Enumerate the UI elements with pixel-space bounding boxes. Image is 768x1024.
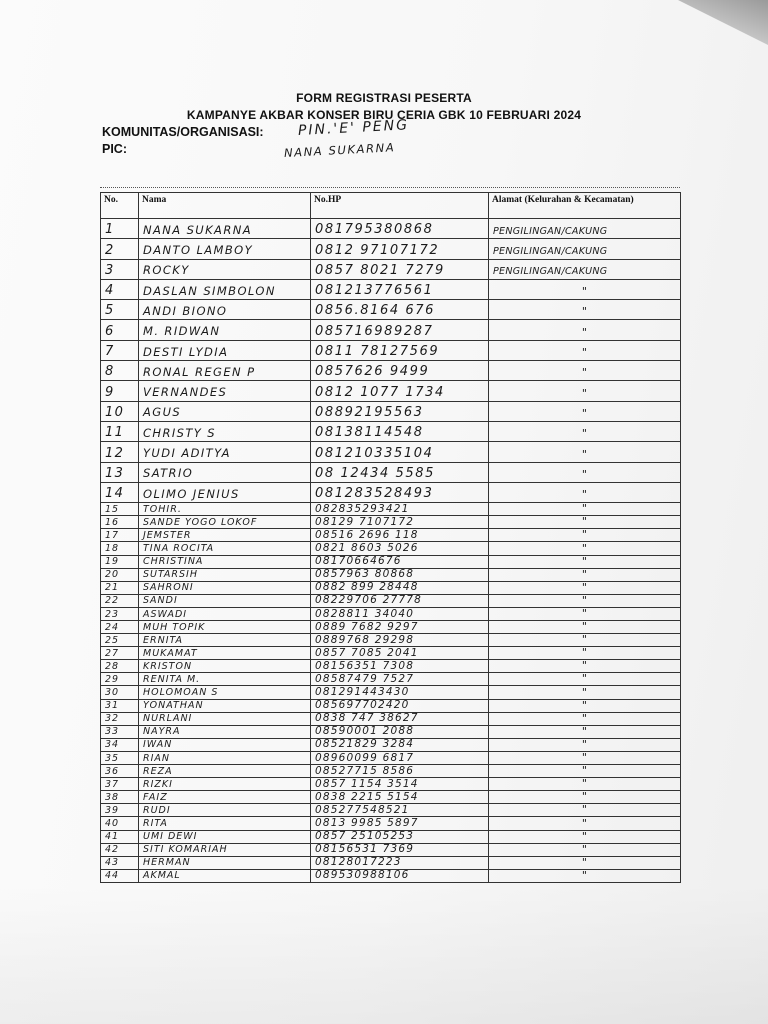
table-header-row	[101, 193, 681, 219]
address: "	[489, 634, 681, 647]
phone-number: 0821 8603 5026	[311, 542, 489, 555]
address: "	[489, 320, 681, 340]
phone-number: 085697702420	[311, 699, 489, 712]
address: "	[489, 361, 681, 381]
phone-number: 0882 899 28448	[311, 581, 489, 594]
participant-name: CHRISTY S	[139, 421, 311, 441]
row-number: 2	[101, 239, 139, 259]
address: "	[489, 647, 681, 660]
participant-name: SAHRONI	[139, 581, 311, 594]
address: "	[489, 421, 681, 441]
phone-number: 08229706 27778	[311, 594, 489, 607]
row-number: 5	[101, 300, 139, 320]
header-no-hp: No.HP	[311, 193, 489, 219]
table-row	[101, 699, 681, 712]
address: "	[489, 568, 681, 581]
background-corner	[678, 0, 768, 45]
phone-number: 08587479 7527	[311, 673, 489, 686]
phone-number: 08170664676	[311, 555, 489, 568]
row-number: 43	[101, 856, 139, 869]
row-number: 7	[101, 340, 139, 360]
table-row	[101, 791, 681, 804]
phone-number: 0857 7085 2041	[311, 647, 489, 660]
table-row	[101, 542, 681, 555]
address: PENGILINGAN/CAKUNG	[489, 219, 681, 239]
row-number: 41	[101, 830, 139, 843]
participant-name: RITA	[139, 817, 311, 830]
participant-name: ROCKY	[139, 259, 311, 279]
table-row	[101, 725, 681, 738]
phone-number: 08156531 7369	[311, 843, 489, 856]
table-row	[101, 686, 681, 699]
participant-name: UMI DEWI	[139, 830, 311, 843]
table-body	[101, 219, 681, 883]
table-row	[101, 442, 681, 462]
table-row	[101, 568, 681, 581]
address: "	[489, 529, 681, 542]
participant-name: YUDI ADITYA	[139, 442, 311, 462]
phone-number: 08960099 6817	[311, 751, 489, 764]
participant-name: MUH TOPIK	[139, 621, 311, 634]
row-number: 4	[101, 279, 139, 299]
participant-name: SANDI	[139, 594, 311, 607]
participant-name: RENITA M.	[139, 673, 311, 686]
participant-name: CHRISTINA	[139, 555, 311, 568]
row-number: 22	[101, 594, 139, 607]
phone-number: 08516 2696 118	[311, 529, 489, 542]
address: "	[489, 751, 681, 764]
address: "	[489, 804, 681, 817]
phone-number: 0813 9985 5897	[311, 817, 489, 830]
address: "	[489, 401, 681, 421]
address: "	[489, 340, 681, 360]
address: "	[489, 686, 681, 699]
participant-name: HOLOMOAN S	[139, 686, 311, 699]
participant-name: DESTI LYDIA	[139, 340, 311, 360]
table-row	[101, 673, 681, 686]
row-number: 19	[101, 555, 139, 568]
table-row	[101, 219, 681, 239]
participant-name: AKMAL	[139, 869, 311, 882]
form-title: FORM REGISTRASI PESERTA	[296, 91, 472, 105]
address: "	[489, 516, 681, 529]
table-row	[101, 320, 681, 340]
address: "	[489, 765, 681, 778]
phone-number: 0812 1077 1734	[311, 381, 489, 401]
table-row	[101, 778, 681, 791]
phone-number: 08590001 2088	[311, 725, 489, 738]
participant-name: IWAN	[139, 738, 311, 751]
table-row	[101, 381, 681, 401]
paper-shadow	[0, 884, 768, 1024]
address: "	[489, 660, 681, 673]
participant-name: ERNITA	[139, 634, 311, 647]
row-number: 37	[101, 778, 139, 791]
row-number: 23	[101, 607, 139, 620]
participant-name: HERMAN	[139, 856, 311, 869]
phone-number: 081283528493	[311, 482, 489, 502]
address: "	[489, 555, 681, 568]
row-number: 42	[101, 843, 139, 856]
table-row	[101, 529, 681, 542]
table-row	[101, 594, 681, 607]
table-row	[101, 843, 681, 856]
participant-name: RIZKI	[139, 778, 311, 791]
table-row	[101, 751, 681, 764]
participant-name: ANDI BIONO	[139, 300, 311, 320]
phone-number: 08527715 8586	[311, 765, 489, 778]
address: "	[489, 738, 681, 751]
phone-number: 0857963 80868	[311, 568, 489, 581]
row-number: 15	[101, 503, 139, 516]
table-row	[101, 239, 681, 259]
phone-number: 08892195563	[311, 401, 489, 421]
address: "	[489, 300, 681, 320]
participant-name: VERNANDES	[139, 381, 311, 401]
table-row	[101, 581, 681, 594]
participant-name: DANTO LAMBOY	[139, 239, 311, 259]
address: "	[489, 712, 681, 725]
row-number: 1	[101, 219, 139, 239]
row-number: 20	[101, 568, 139, 581]
phone-number: 0856.8164 676	[311, 300, 489, 320]
header-alamat: Alamat (Kelurahan & Kecamatan)	[489, 193, 681, 219]
table-row	[101, 830, 681, 843]
phone-number: 0889768 29298	[311, 634, 489, 647]
phone-number: 081210335104	[311, 442, 489, 462]
participant-name: TINA ROCITA	[139, 542, 311, 555]
phone-number: 085277548521	[311, 804, 489, 817]
row-number: 24	[101, 621, 139, 634]
participant-name: RUDI	[139, 804, 311, 817]
participant-name: NANA SUKARNA	[139, 219, 311, 239]
phone-number: 08521829 3284	[311, 738, 489, 751]
participant-name: FAIZ	[139, 791, 311, 804]
address: "	[489, 673, 681, 686]
address: "	[489, 856, 681, 869]
table-row	[101, 804, 681, 817]
community-value: PIN.'E' PENG	[297, 117, 410, 139]
phone-number: 081213776561	[311, 279, 489, 299]
phone-number: 0812 97107172	[311, 239, 489, 259]
phone-number: 08138114548	[311, 421, 489, 441]
phone-number: 0811 78127569	[311, 340, 489, 360]
participant-name: SATRIO	[139, 462, 311, 482]
row-number: 27	[101, 647, 139, 660]
phone-number: 08156351 7308	[311, 660, 489, 673]
row-number: 30	[101, 686, 139, 699]
address: PENGILINGAN/CAKUNG	[489, 239, 681, 259]
address: "	[489, 778, 681, 791]
address: "	[489, 817, 681, 830]
participant-name: SITI KOMARIAH	[139, 843, 311, 856]
row-number: 13	[101, 462, 139, 482]
participant-name: DASLAN SIMBOLON	[139, 279, 311, 299]
row-number: 12	[101, 442, 139, 462]
address: "	[489, 791, 681, 804]
phone-number: 081291443430	[311, 686, 489, 699]
phone-number: 0857 1154 3514	[311, 778, 489, 791]
table-row	[101, 401, 681, 421]
participant-name: YONATHAN	[139, 699, 311, 712]
row-number: 6	[101, 320, 139, 340]
phone-number: 08129 7107172	[311, 516, 489, 529]
community-label: KOMUNITAS/ORGANISASI:	[102, 125, 264, 139]
address: "	[489, 503, 681, 516]
row-number: 25	[101, 634, 139, 647]
participant-name: SANDE YOGO LOKOF	[139, 516, 311, 529]
table-row	[101, 361, 681, 381]
participant-name: ASWADI	[139, 607, 311, 620]
table-row	[101, 621, 681, 634]
table-row	[101, 462, 681, 482]
dotted-separator	[100, 187, 680, 188]
row-number: 32	[101, 712, 139, 725]
phone-number: 0857626 9499	[311, 361, 489, 381]
table-row	[101, 634, 681, 647]
table-row	[101, 259, 681, 279]
row-number: 39	[101, 804, 139, 817]
row-number: 44	[101, 869, 139, 882]
row-number: 35	[101, 751, 139, 764]
table-row	[101, 300, 681, 320]
phone-number: 085716989287	[311, 320, 489, 340]
participant-name: TOHIR.	[139, 503, 311, 516]
row-number: 18	[101, 542, 139, 555]
table-row	[101, 856, 681, 869]
address: "	[489, 830, 681, 843]
table-row	[101, 340, 681, 360]
pic-value: NANA SUKARNA	[283, 140, 396, 160]
address: "	[489, 542, 681, 555]
address: "	[489, 869, 681, 882]
header-no: No.	[101, 193, 139, 219]
table-row	[101, 503, 681, 516]
row-number: 21	[101, 581, 139, 594]
table-row	[101, 738, 681, 751]
registration-table	[100, 192, 681, 883]
participant-name: KRISTON	[139, 660, 311, 673]
table-row	[101, 765, 681, 778]
row-number: 31	[101, 699, 139, 712]
table-row	[101, 607, 681, 620]
row-number: 33	[101, 725, 139, 738]
row-number: 36	[101, 765, 139, 778]
phone-number: 0889 7682 9297	[311, 621, 489, 634]
participant-name: RIAN	[139, 751, 311, 764]
participant-name: RONAL REGEN P	[139, 361, 311, 381]
table-row	[101, 482, 681, 502]
table-row	[101, 817, 681, 830]
row-number: 10	[101, 401, 139, 421]
address: "	[489, 381, 681, 401]
participant-name: REZA	[139, 765, 311, 778]
phone-number: 0857 25105253	[311, 830, 489, 843]
phone-number: 0838 2215 5154	[311, 791, 489, 804]
phone-number: 081795380868	[311, 219, 489, 239]
address: "	[489, 442, 681, 462]
row-number: 16	[101, 516, 139, 529]
row-number: 28	[101, 660, 139, 673]
participant-name: NAYRA	[139, 725, 311, 738]
phone-number: 089530988106	[311, 869, 489, 882]
pic-label: PIC:	[102, 142, 127, 156]
table-row	[101, 516, 681, 529]
row-number: 14	[101, 482, 139, 502]
participant-name: SUTARSIH	[139, 568, 311, 581]
table-row	[101, 279, 681, 299]
address: "	[489, 607, 681, 620]
phone-number: 0838 747 38627	[311, 712, 489, 725]
row-number: 9	[101, 381, 139, 401]
phone-number: 08128017223	[311, 856, 489, 869]
row-number: 3	[101, 259, 139, 279]
row-number: 40	[101, 817, 139, 830]
address: "	[489, 725, 681, 738]
form-subtitle: KAMPANYE AKBAR KONSER BIRU CERIA GBK 10 FEBRUARI 2024	[186, 108, 582, 122]
phone-number: 0828811 34040	[311, 607, 489, 620]
header-nama: Nama	[139, 193, 311, 219]
address: "	[489, 279, 681, 299]
participant-name: MUKAMAT	[139, 647, 311, 660]
address: "	[489, 482, 681, 502]
row-number: 38	[101, 791, 139, 804]
phone-number: 082835293421	[311, 503, 489, 516]
participant-name: AGUS	[139, 401, 311, 421]
address: "	[489, 621, 681, 634]
table-row	[101, 660, 681, 673]
table-row	[101, 421, 681, 441]
participant-name: M. RIDWAN	[139, 320, 311, 340]
participant-name: NURLANI	[139, 712, 311, 725]
address: "	[489, 699, 681, 712]
table-row	[101, 712, 681, 725]
row-number: 29	[101, 673, 139, 686]
address: "	[489, 594, 681, 607]
row-number: 11	[101, 421, 139, 441]
table-row	[101, 869, 681, 882]
address: "	[489, 462, 681, 482]
phone-number: 0857 8021 7279	[311, 259, 489, 279]
table-row	[101, 647, 681, 660]
phone-number: 08 12434 5585	[311, 462, 489, 482]
address: PENGILINGAN/CAKUNG	[489, 259, 681, 279]
table-row	[101, 555, 681, 568]
row-number: 8	[101, 361, 139, 381]
row-number: 17	[101, 529, 139, 542]
address: "	[489, 843, 681, 856]
address: "	[489, 581, 681, 594]
participant-name: OLIMO JENIUS	[139, 482, 311, 502]
row-number: 34	[101, 738, 139, 751]
participant-name: JEMSTER	[139, 529, 311, 542]
